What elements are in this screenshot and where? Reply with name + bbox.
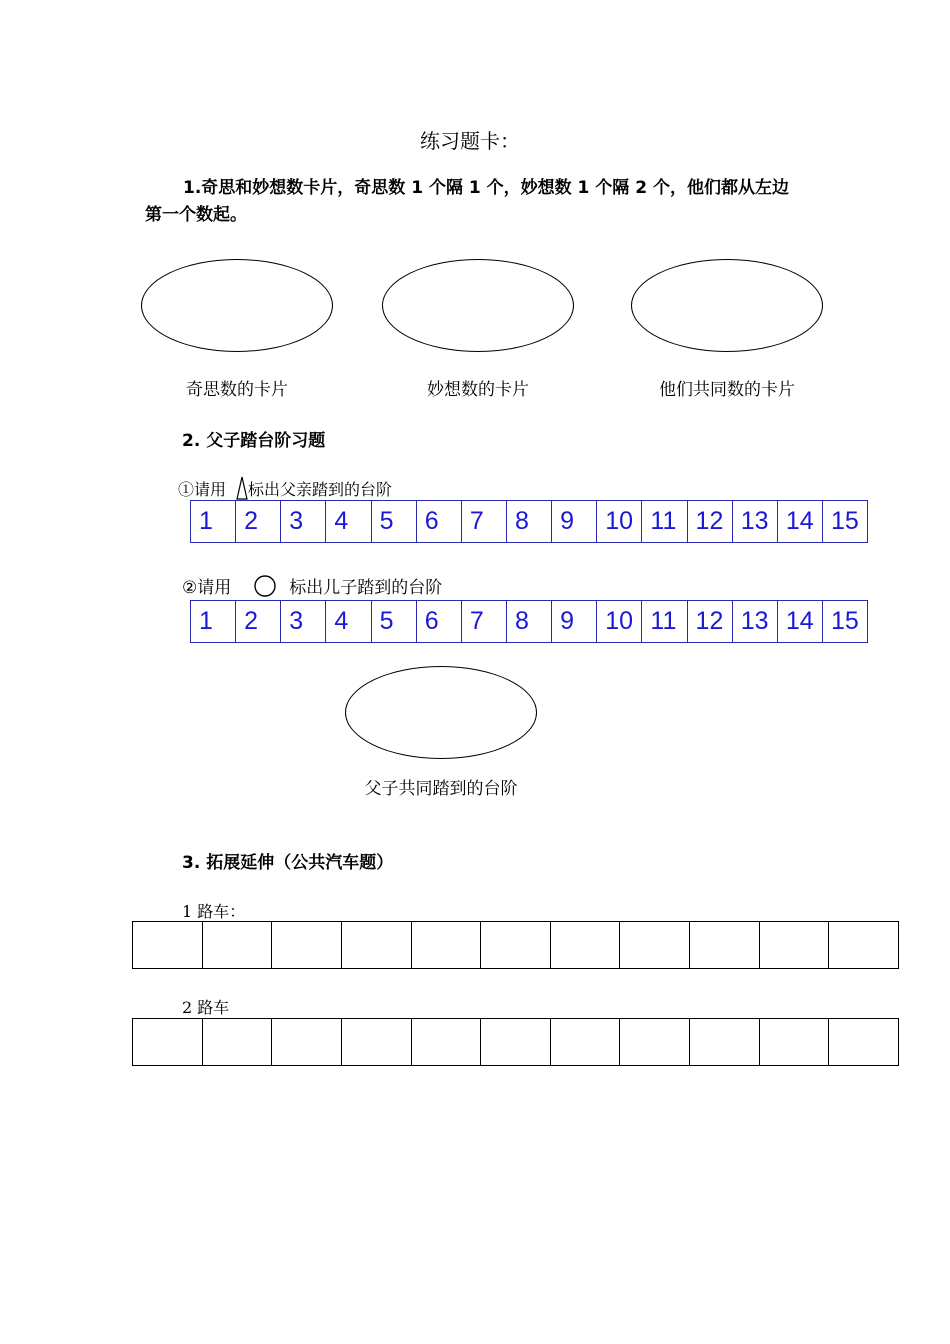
- step-cell[interactable]: 7: [462, 501, 507, 542]
- step-cell[interactable]: 8: [507, 601, 552, 642]
- instruction-father-suffix: 标出父亲踏到的台阶: [248, 479, 393, 499]
- step-cell[interactable]: 3: [281, 501, 326, 542]
- step-cell[interactable]: 1: [191, 501, 236, 542]
- step-cell[interactable]: 2: [236, 501, 281, 542]
- question-1-text: [145, 175, 815, 229]
- answer-oval-father-son[interactable]: [345, 666, 537, 759]
- question-1-line1: 1.奇思和妙想数卡片，奇思数 1 个隔 1 个，妙想数 1 个隔 2 个，他们都从左边: [183, 178, 789, 198]
- step-cell[interactable]: 4: [326, 601, 371, 642]
- step-cell[interactable]: 2: [236, 601, 281, 642]
- bus-2-label: 2 路车: [182, 998, 230, 1017]
- grid-cell[interactable]: [690, 922, 760, 968]
- grid-cell[interactable]: [342, 1019, 412, 1065]
- instruction-son: [182, 573, 442, 598]
- grid-cell[interactable]: [342, 922, 412, 968]
- grid-cell[interactable]: [551, 922, 621, 968]
- question-1-line2: 第一个数起。: [145, 205, 247, 225]
- grid-cell[interactable]: [272, 922, 342, 968]
- grid-cell[interactable]: [481, 1019, 551, 1065]
- answer-oval-qisi[interactable]: [141, 259, 333, 352]
- question-3-heading: 3. 拓展延伸（公共汽车题）: [182, 853, 394, 873]
- step-cell[interactable]: 9: [552, 501, 597, 542]
- step-cell[interactable]: 15: [830, 607, 859, 635]
- step-cell[interactable]: 10: [597, 501, 642, 542]
- step-cell[interactable]: 13: [733, 501, 778, 542]
- step-cell[interactable]: 14: [778, 501, 823, 542]
- page-title: 练习题卡：: [420, 129, 520, 153]
- step-cell[interactable]: 11: [642, 601, 687, 642]
- question-2-heading: 2. 父子踏台阶习题: [182, 431, 326, 451]
- step-cell[interactable]: 5: [372, 601, 417, 642]
- step-cell[interactable]: 8: [507, 501, 552, 542]
- oval-label-miaoxiang: 妙想数的卡片: [427, 380, 529, 400]
- step-cell[interactable]: 12: [688, 601, 733, 642]
- grid-cell[interactable]: [690, 1019, 760, 1065]
- step-cell[interactable]: 9: [552, 601, 597, 642]
- grid-cell[interactable]: [760, 922, 830, 968]
- grid-cell[interactable]: [412, 1019, 482, 1065]
- grid-cell[interactable]: [620, 1019, 690, 1065]
- bus-2-grid: [132, 1018, 899, 1066]
- step-cell[interactable]: 11: [642, 501, 687, 542]
- step-cell[interactable]: 6: [417, 501, 462, 542]
- step-cell[interactable]: 14: [778, 601, 823, 642]
- grid-cell[interactable]: [203, 922, 273, 968]
- grid-cell[interactable]: [272, 1019, 342, 1065]
- oval-label-qisi: 奇思数的卡片: [186, 380, 288, 400]
- step-cell[interactable]: 3: [281, 601, 326, 642]
- grid-cell[interactable]: [760, 1019, 830, 1065]
- answer-oval-common[interactable]: [631, 259, 823, 352]
- father-steps-row: [190, 500, 868, 543]
- grid-cell[interactable]: [481, 922, 551, 968]
- bus-1-label: 1 路车：: [182, 902, 246, 921]
- grid-cell[interactable]: [829, 1019, 898, 1065]
- step-cell[interactable]: 1: [191, 601, 236, 642]
- step-cell[interactable]: 7: [462, 601, 507, 642]
- grid-cell[interactable]: [133, 922, 203, 968]
- oval-label-common: 他们共同数的卡片: [659, 380, 795, 400]
- instruction-son-prefix: ②请用: [182, 578, 232, 598]
- instruction-father: [178, 476, 392, 500]
- instruction-son-suffix: 标出儿子踏到的台阶: [289, 578, 443, 598]
- grid-cell[interactable]: [133, 1019, 203, 1065]
- step-cell[interactable]: 4: [326, 501, 371, 542]
- answer-oval-miaoxiang[interactable]: [382, 259, 574, 352]
- instruction-father-prefix: ①请用: [178, 479, 227, 499]
- bus-1-grid: [132, 921, 899, 969]
- grid-cell[interactable]: [620, 922, 690, 968]
- step-cell[interactable]: 6: [417, 601, 462, 642]
- circle-icon: [253, 574, 277, 598]
- oval-label-father-son: 父子共同踏到的台阶: [364, 779, 518, 799]
- step-cell[interactable]: 13: [733, 601, 778, 642]
- step-cell[interactable]: 12: [688, 501, 733, 542]
- grid-cell[interactable]: [412, 922, 482, 968]
- grid-cell[interactable]: [551, 1019, 621, 1065]
- grid-cell[interactable]: [829, 922, 898, 968]
- step-cell[interactable]: 15: [830, 507, 859, 535]
- grid-cell[interactable]: [203, 1019, 273, 1065]
- step-cell[interactable]: 5: [372, 501, 417, 542]
- step-cell[interactable]: 10: [597, 601, 642, 642]
- son-steps-row: [190, 600, 868, 643]
